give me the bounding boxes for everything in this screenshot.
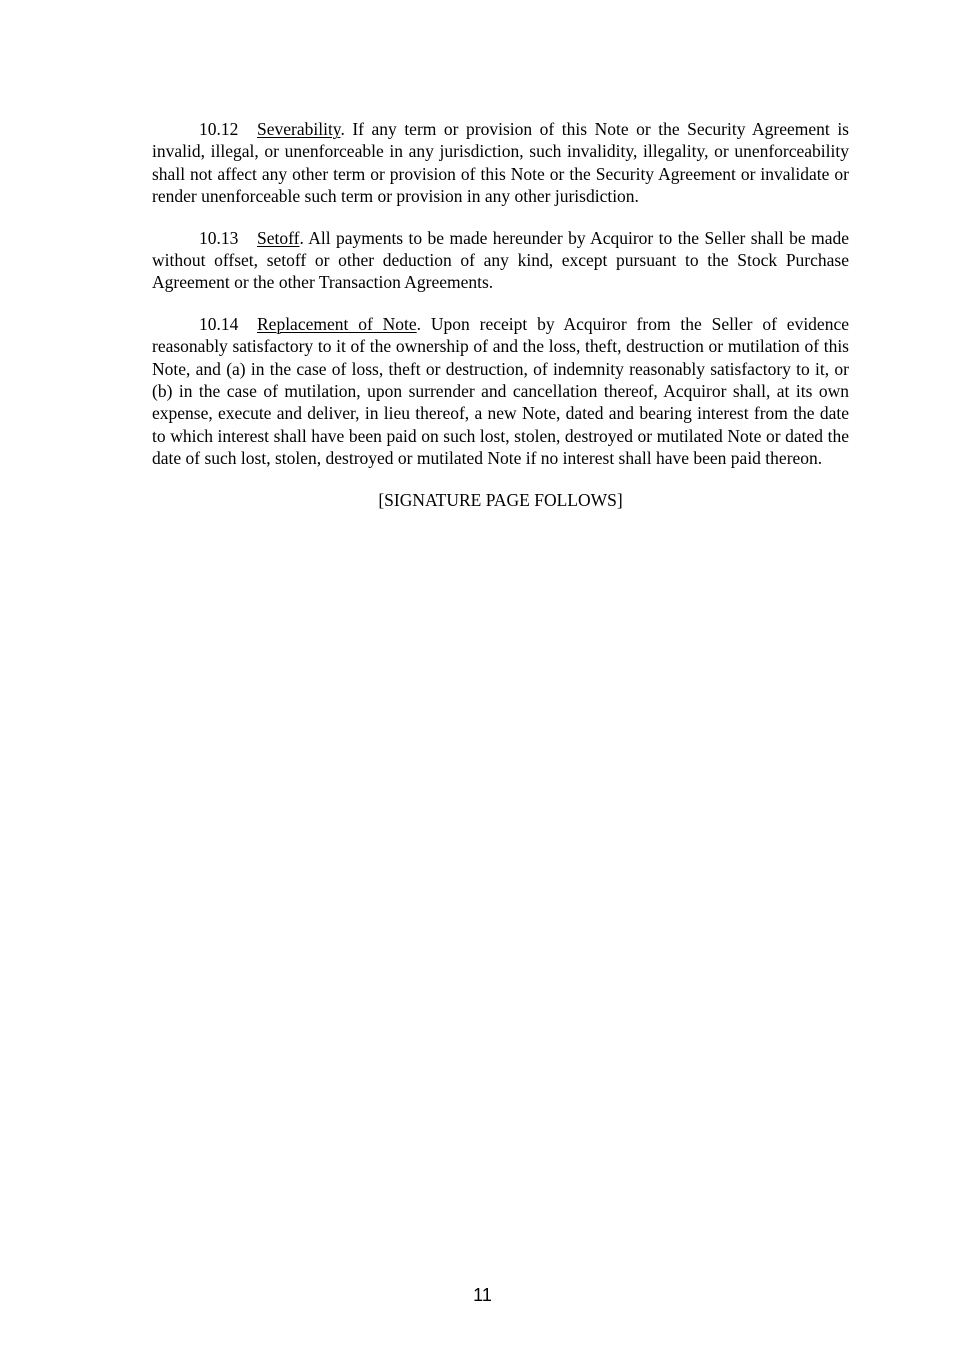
section-body: . If any term or provision of this Note or the Security Agreement is invalid, illegal, or unenforceable in any jurisdiction, such invalidity, illegality, or unenforceability shall not affect any other term or provision of this Note or the Security Agreement or invalidate or render unenforceable such term or provision in any other jurisdiction. bbox=[152, 119, 849, 207]
section-number: 10.12 bbox=[199, 119, 239, 139]
signature-page-notice: [SIGNATURE PAGE FOLLOWS] bbox=[378, 489, 623, 510]
section-number: 10.13 bbox=[199, 227, 239, 248]
section-heading: Replacement of Note bbox=[257, 313, 417, 334]
page-number: 11 bbox=[473, 1285, 492, 1305]
document-page bbox=[152, 118, 849, 511]
section-setoff bbox=[152, 227, 849, 294]
section-body: . Upon receipt by Acquiror from the Seller of evidence reasonably satisfactory to it of the ownership of and the loss, theft, destruction or mutilation of this Note, and (a) in the case of loss, theft or destruction, of indemnity reasonably satisfactory to it, or (b) in the case of mutilation, upon surrender and cancellation thereof, Acquiror shall, at its own expense, execute and deliver, in lieu thereof, a new Note, dated and bearing interest from the date to which interest shall have been paid on such lost, stolen, destroyed or mutilated Note or dated the date of such lost, stolen, destroyed or mutilated Note if no interest shall have been paid thereon. bbox=[152, 313, 849, 469]
section-heading: Severability bbox=[257, 119, 341, 139]
section-severability bbox=[152, 118, 849, 208]
section-heading: Setoff bbox=[257, 227, 300, 248]
section-replacement-of-note bbox=[152, 313, 849, 470]
section-body: . All payments to be made hereunder by Acquiror to the Seller shall be made without offset, setoff or other deduction of any kind, except pursuant to the Stock Purchase Agreement or the other Transaction Agreements. bbox=[152, 227, 849, 293]
section-number: 10.14 bbox=[199, 313, 239, 334]
